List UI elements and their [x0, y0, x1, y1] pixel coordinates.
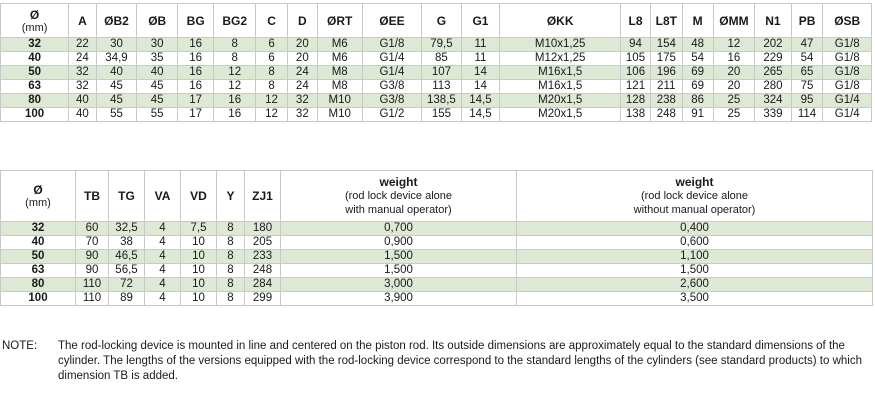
table-cell: 12	[256, 108, 288, 122]
table-cell: 47	[791, 38, 823, 52]
table-cell: 95	[791, 94, 823, 108]
table-cell: M12x1,25	[500, 52, 621, 66]
table-cell: 24	[69, 52, 96, 66]
table-cell: 196	[650, 66, 682, 80]
table-cell: 46,5	[109, 250, 145, 264]
table-cell: 25	[713, 108, 755, 122]
table-row	[1, 222, 873, 236]
table-cell: 60	[76, 222, 109, 236]
weight-title: weight	[675, 175, 714, 189]
weight-subtitle: (rod lock device alone	[640, 190, 748, 202]
table-cell: 16	[214, 108, 256, 122]
column-header: ØB	[137, 4, 178, 38]
bore-diameter-cell: 40	[1, 52, 69, 66]
diameter-header	[1, 171, 76, 222]
table-cell: 30	[96, 38, 137, 52]
table-cell: 69	[682, 66, 713, 80]
table-cell: 91	[682, 108, 713, 122]
table-cell: G1/8	[362, 38, 421, 52]
table-row	[1, 80, 872, 94]
table-row	[1, 38, 872, 52]
table-cell: 56,5	[109, 264, 145, 278]
table-cell: 154	[650, 38, 682, 52]
table-cell: 8	[217, 264, 245, 278]
table-cell: 32,5	[109, 222, 145, 236]
table-cell: 3,900	[281, 292, 517, 306]
table-cell: 20	[287, 38, 317, 52]
table-cell: 38	[109, 236, 145, 250]
table-cell: 16	[214, 94, 256, 108]
column-header: BG2	[214, 4, 256, 38]
table-cell: 24	[287, 66, 317, 80]
table-cell: 8	[214, 38, 256, 52]
table-cell: 248	[650, 108, 682, 122]
table-cell: 30	[137, 38, 178, 52]
column-header: C	[256, 4, 288, 38]
table-cell: 85	[422, 52, 462, 66]
table-cell: 8	[214, 52, 256, 66]
table-cell: G1/4	[362, 66, 421, 80]
table-cell: 11	[461, 52, 499, 66]
table-cell: G1/8	[823, 80, 872, 94]
table-cell: 265	[755, 66, 791, 80]
weight-with-operator-header	[281, 171, 517, 222]
table-cell: 299	[245, 292, 281, 306]
diameter-header	[1, 4, 69, 38]
table-cell: 69	[682, 80, 713, 94]
table-cell: 4	[145, 292, 181, 306]
note	[2, 339, 874, 384]
weight-without-operator-header	[517, 171, 873, 222]
table-cell: 8	[217, 278, 245, 292]
table-cell: 1,500	[281, 250, 517, 264]
bore-diameter-cell: 63	[1, 264, 76, 278]
table-cell: 55	[137, 108, 178, 122]
table-cell: 24	[287, 80, 317, 94]
table-cell: M20x1,5	[500, 108, 621, 122]
table-cell: 89	[109, 292, 145, 306]
table-cell: 138	[621, 108, 651, 122]
column-header: L8	[621, 4, 651, 38]
note-label: NOTE:	[2, 340, 38, 352]
table-cell: 35	[137, 52, 178, 66]
table-cell: 65	[791, 66, 823, 80]
column-header: G1	[461, 4, 499, 38]
column-header: D	[287, 4, 317, 38]
table-cell: 86	[682, 94, 713, 108]
table-row	[1, 94, 872, 108]
column-header: Y	[217, 171, 245, 222]
table-cell: 4	[145, 222, 181, 236]
table-cell: 7,5	[181, 222, 217, 236]
table-row	[1, 278, 873, 292]
table-cell: 10	[181, 264, 217, 278]
table-cell: 113	[422, 80, 462, 94]
diameter-symbol: Ø	[33, 183, 43, 197]
table-cell: 17	[178, 108, 214, 122]
table-cell: 138,5	[422, 94, 462, 108]
bore-diameter-cell: 80	[1, 278, 76, 292]
dimensions-table-header	[1, 4, 872, 38]
weight-subtitle: (rod lock device alone	[344, 190, 452, 202]
table-cell: 40	[96, 66, 137, 80]
table-cell: G1/4	[823, 108, 872, 122]
column-header: BG	[178, 4, 214, 38]
table-cell: 32	[69, 80, 96, 94]
table-cell: 248	[245, 264, 281, 278]
column-header: G	[422, 4, 462, 38]
table-cell: 8	[256, 66, 288, 80]
table-cell: 45	[137, 80, 178, 94]
table-cell: 70	[76, 236, 109, 250]
table-cell: 3,000	[281, 278, 517, 292]
table-row	[1, 52, 872, 66]
table-cell: 6	[256, 52, 288, 66]
bore-diameter-cell: 100	[1, 108, 69, 122]
table-cell: 107	[422, 66, 462, 80]
table-cell: 54	[791, 52, 823, 66]
table-cell: 8	[217, 250, 245, 264]
table-cell: 54	[682, 52, 713, 66]
column-header: VA	[145, 171, 181, 222]
table-cell: 4	[145, 264, 181, 278]
table-cell: 20	[713, 80, 755, 94]
table-cell: 79,5	[422, 38, 462, 52]
table-cell: 202	[755, 38, 791, 52]
table-cell: 4	[145, 278, 181, 292]
diameter-unit: (mm)	[25, 197, 51, 209]
table-cell: 2,600	[517, 278, 873, 292]
table-cell: 324	[755, 94, 791, 108]
table-row	[1, 66, 872, 80]
table-cell: 12	[214, 66, 256, 80]
table-cell: 32	[287, 94, 317, 108]
table-cell: 12	[214, 80, 256, 94]
bore-diameter-cell: 40	[1, 236, 76, 250]
bore-diameter-cell: 80	[1, 94, 69, 108]
table-cell: 12	[256, 94, 288, 108]
table-row	[1, 236, 873, 250]
table-cell: M8	[317, 66, 362, 80]
table-cell: 180	[245, 222, 281, 236]
column-header: ØRT	[317, 4, 362, 38]
table-cell: 114	[791, 108, 823, 122]
weights-table-body	[1, 222, 873, 306]
table-cell: 339	[755, 108, 791, 122]
weight-title: weight	[379, 175, 418, 189]
table-cell: 229	[755, 52, 791, 66]
column-header: ØSB	[823, 4, 872, 38]
table-cell: M10	[317, 108, 362, 122]
table-cell: G1/8	[823, 66, 872, 80]
table-row	[1, 292, 873, 306]
column-header: ØB2	[96, 4, 137, 38]
table-cell: 0,900	[281, 236, 517, 250]
bore-diameter-cell: 32	[1, 38, 69, 52]
column-header: ZJ1	[245, 171, 281, 222]
bore-diameter-cell: 50	[1, 250, 76, 264]
column-header: TG	[109, 171, 145, 222]
table-cell: 6	[256, 38, 288, 52]
table-cell: 1,100	[517, 250, 873, 264]
table-cell: 10	[181, 250, 217, 264]
table-cell: 14,5	[461, 94, 499, 108]
column-header: L8T	[650, 4, 682, 38]
table-cell: 45	[137, 94, 178, 108]
table-cell: M16x1,5	[500, 80, 621, 94]
table-cell: 34,9	[96, 52, 137, 66]
table-cell: 4	[145, 250, 181, 264]
dimensions-table-body	[1, 38, 872, 122]
table-cell: G1/8	[823, 38, 872, 52]
table-cell: 10	[181, 278, 217, 292]
table-cell: 0,600	[517, 236, 873, 250]
table-cell: 12	[713, 38, 755, 52]
table-cell: 8	[217, 292, 245, 306]
table-cell: 20	[287, 52, 317, 66]
table-row	[1, 108, 872, 122]
bore-diameter-cell: 63	[1, 80, 69, 94]
table-cell: 45	[96, 94, 137, 108]
table-cell: 17	[178, 94, 214, 108]
table-cell: M6	[317, 52, 362, 66]
table-cell: 8	[217, 222, 245, 236]
column-header: TB	[76, 171, 109, 222]
table-cell: 75	[791, 80, 823, 94]
column-header: ØEE	[362, 4, 421, 38]
table-cell: 10	[181, 292, 217, 306]
table-cell: 32	[287, 108, 317, 122]
table-cell: 233	[245, 250, 281, 264]
table-cell: 16	[178, 66, 214, 80]
table-cell: 16	[178, 80, 214, 94]
weight-subtitle: with manual operator)	[345, 204, 452, 216]
table-cell: 16	[713, 52, 755, 66]
table-cell: 16	[178, 52, 214, 66]
table-cell: 121	[621, 80, 651, 94]
table-cell: 3,500	[517, 292, 873, 306]
table-cell: 72	[109, 278, 145, 292]
table-cell: 40	[137, 66, 178, 80]
column-header: N1	[755, 4, 791, 38]
column-header: VD	[181, 171, 217, 222]
table-cell: 90	[76, 250, 109, 264]
table-cell: 110	[76, 292, 109, 306]
table-cell: 211	[650, 80, 682, 94]
table-cell: 20	[713, 66, 755, 80]
table-cell: M16x1,5	[500, 66, 621, 80]
table-cell: 110	[76, 278, 109, 292]
column-header: M	[682, 4, 713, 38]
table-cell: G3/8	[362, 94, 421, 108]
table-cell: M10	[317, 94, 362, 108]
bore-diameter-cell: 32	[1, 222, 76, 236]
table-cell: G1/2	[362, 108, 421, 122]
table-cell: 284	[245, 278, 281, 292]
bore-diameter-cell: 50	[1, 66, 69, 80]
dimensions-table	[0, 3, 872, 122]
table-cell: 128	[621, 94, 651, 108]
table-cell: 175	[650, 52, 682, 66]
table-cell: 16	[178, 38, 214, 52]
column-header: PB	[791, 4, 823, 38]
table-cell: 14,5	[461, 108, 499, 122]
column-header: ØKK	[500, 4, 621, 38]
table-cell: 11	[461, 38, 499, 52]
table-cell: 280	[755, 80, 791, 94]
table-row	[1, 250, 873, 264]
table-cell: 1,500	[517, 264, 873, 278]
table-row	[1, 264, 873, 278]
table-cell: 238	[650, 94, 682, 108]
table-cell: 90	[76, 264, 109, 278]
weights-table-header	[1, 171, 873, 222]
table-cell: M6	[317, 38, 362, 52]
table-cell: 0,400	[517, 222, 873, 236]
column-header: ØMM	[713, 4, 755, 38]
table-cell: 14	[461, 80, 499, 94]
diameter-symbol: Ø	[29, 7, 40, 22]
table-cell: 8	[256, 80, 288, 94]
table-cell: M20x1,5	[500, 94, 621, 108]
table-cell: 10	[181, 236, 217, 250]
table-cell: 40	[69, 94, 96, 108]
table-cell: 106	[621, 66, 651, 80]
table-cell: 55	[96, 108, 137, 122]
table-cell: 22	[69, 38, 96, 52]
table-cell: G3/8	[362, 80, 421, 94]
diameter-unit: (mm)	[21, 21, 48, 34]
bore-diameter-cell: 100	[1, 292, 76, 306]
table-cell: 8	[217, 236, 245, 250]
table-cell: 1,500	[281, 264, 517, 278]
table-cell: 32	[69, 66, 96, 80]
table-cell: 94	[621, 38, 651, 52]
weights-table	[0, 170, 873, 306]
table-cell: G1/8	[823, 52, 872, 66]
weight-subtitle: without manual operator)	[633, 204, 756, 216]
column-header: A	[69, 4, 96, 38]
table-cell: 45	[96, 80, 137, 94]
table-cell: 0,700	[281, 222, 517, 236]
table-cell: 155	[422, 108, 462, 122]
table-cell: 205	[245, 236, 281, 250]
table-cell: 48	[682, 38, 713, 52]
table-cell: 14	[461, 66, 499, 80]
table-cell: G1/4	[823, 94, 872, 108]
table-cell: 25	[713, 94, 755, 108]
table-cell: 4	[145, 236, 181, 250]
table-cell: 105	[621, 52, 651, 66]
table-cell: M10x1,25	[500, 38, 621, 52]
note-text: The rod-locking device is mounted in line and centered on the piston rod. Its outside dimensions are approximately equal to the standard dimensions of the cylinder. The lengths of the versions equipped with the rod-locking device correspond to the standard lengths of the cylinders (see standard products) to which dimension TB is added.	[58, 340, 862, 382]
table-cell: M8	[317, 80, 362, 94]
table-cell: G1/4	[362, 52, 421, 66]
table-cell: 40	[69, 108, 96, 122]
